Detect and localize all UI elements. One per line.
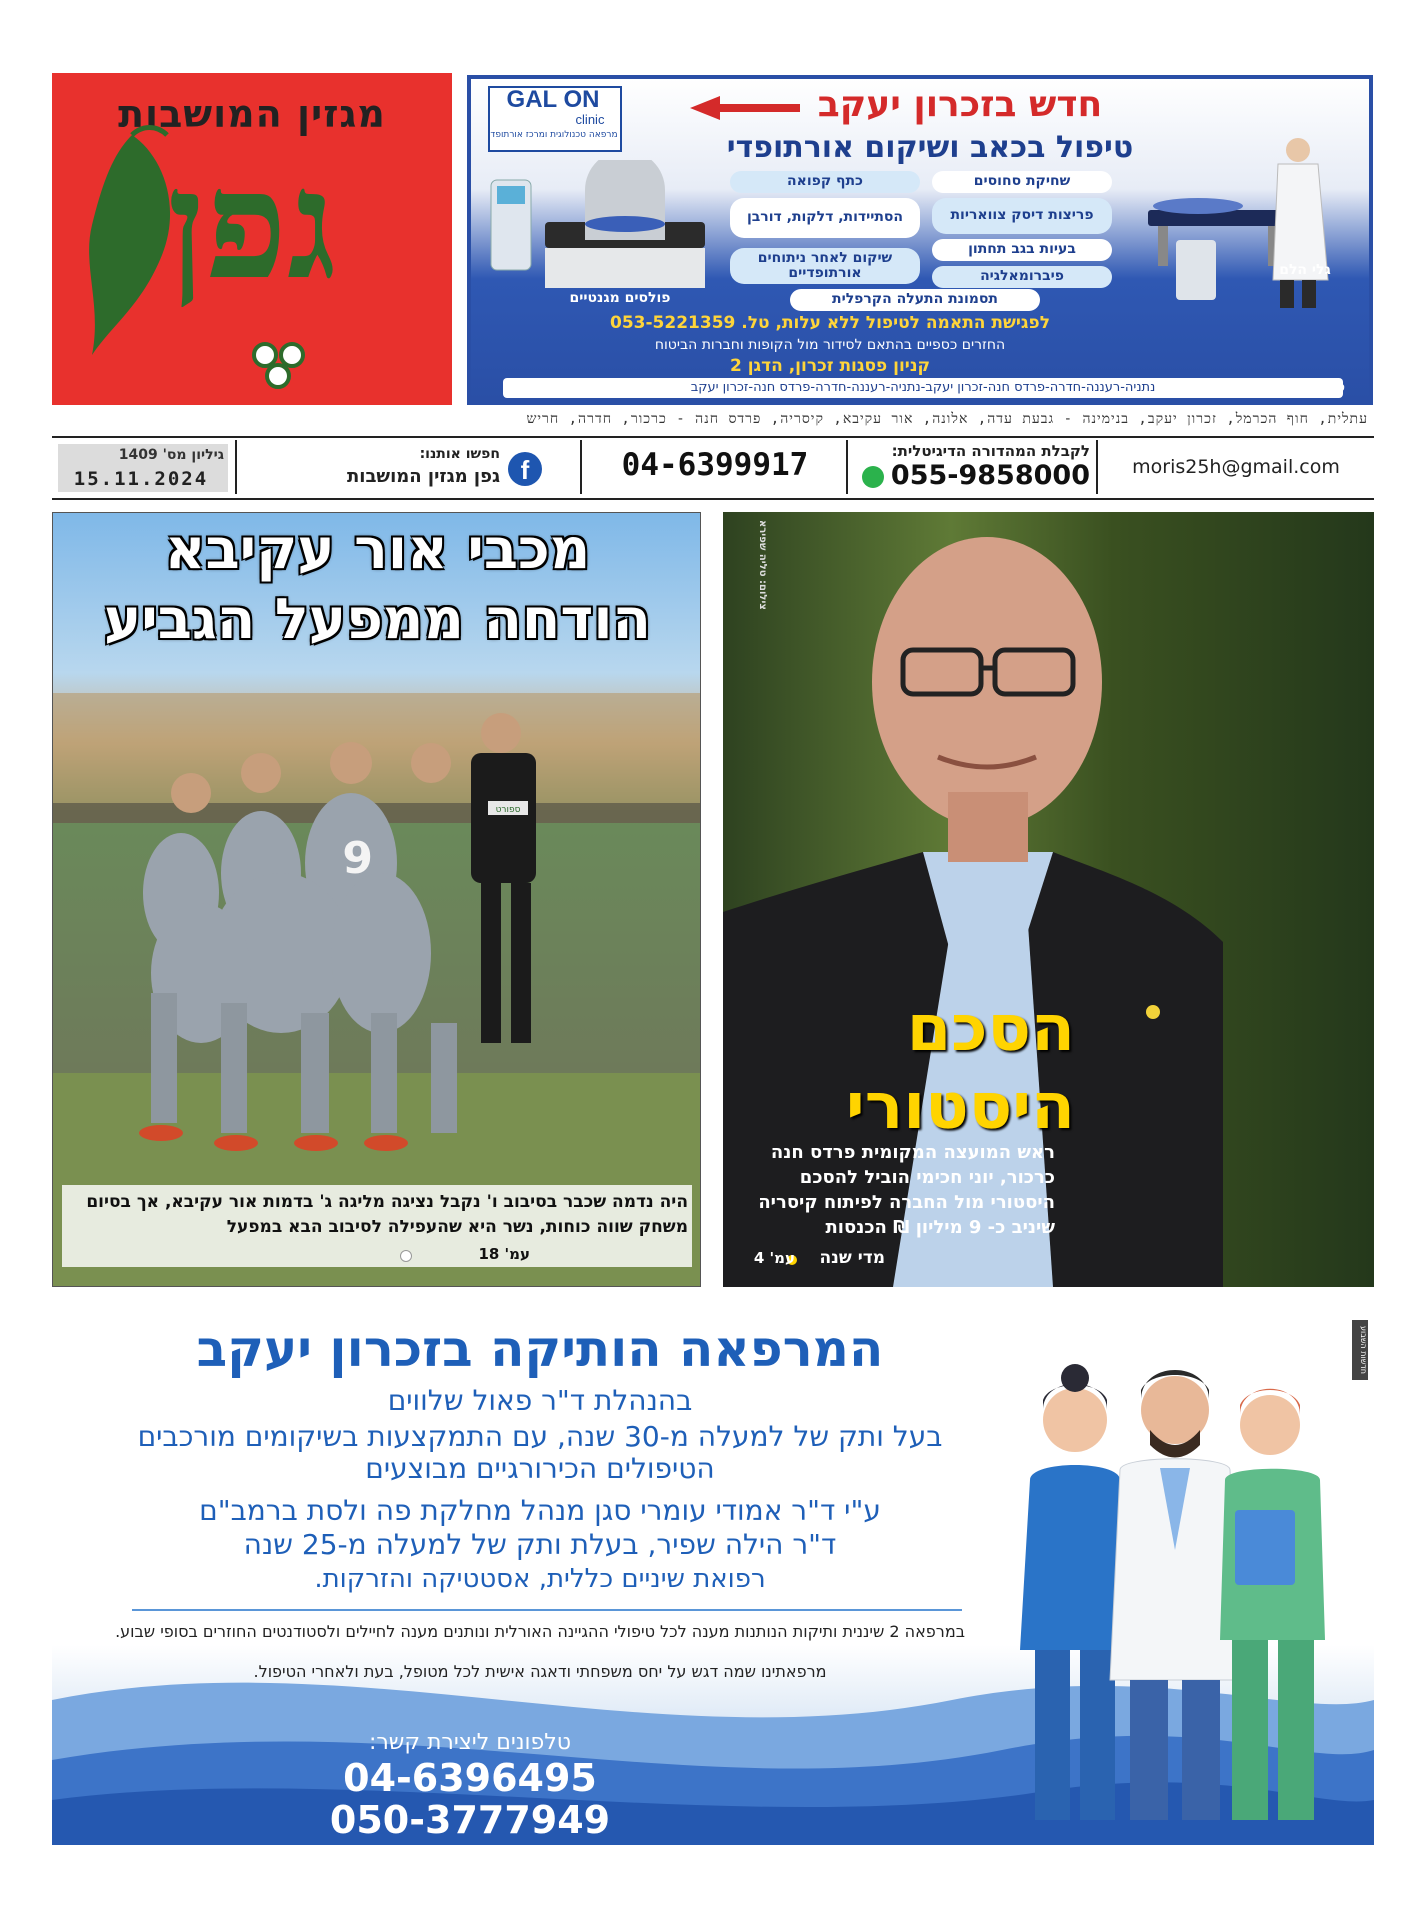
- ad-meeting-phone: לפגישת התאמה לטיפול ללא עלות, טל. 053-5221359: [610, 313, 1050, 333]
- clinic-phone-2[interactable]: 050-3777949: [329, 1798, 611, 1842]
- story-right-headline[interactable]: [735, 990, 1075, 1146]
- divider: [580, 440, 582, 494]
- story-right-credit: מדי שנה: [819, 1248, 885, 1268]
- photo-credit: צילום: טליה שפירא: [757, 520, 768, 610]
- clinic-phone-1[interactable]: 04-6396495: [343, 1756, 597, 1800]
- masthead-title: גפן: [167, 137, 337, 313]
- ad-treatment-pill: הסתיידות, דלקות, דורבן: [730, 198, 920, 238]
- ad-headline: טיפול בכאב ושיקום אורתופדי: [726, 130, 1134, 165]
- magnetic-pulse-machine-illustration: [485, 160, 715, 300]
- clinic-line: בעל ותק של למעלה מ-30 שנה, עם התמקצעות בשיקומים מורכבים: [137, 1420, 943, 1453]
- machine-right-caption: גלי הלם: [1279, 262, 1331, 278]
- story-right-page-ref[interactable]: עמ' 4: [753, 1249, 795, 1267]
- facebook-icon[interactable]: f: [508, 452, 542, 486]
- issue-number: גיליון מס' 1409: [118, 447, 224, 463]
- bullet-dot: [400, 1250, 412, 1262]
- galon-logo-clinic: clinic: [575, 112, 605, 127]
- machine-left-caption: פולסים מגנטיים: [569, 290, 671, 306]
- shockwave-machine-illustration: [1138, 130, 1348, 310]
- ad-treatment-pill: פריצות דיסק צוואריות: [932, 198, 1112, 234]
- ad-treatment-pill: בעיות בגב תחתון: [932, 239, 1112, 261]
- story-right-headline-line1: הסכם: [906, 992, 1075, 1066]
- ad-branches-list: נתניה-רעננה-חדרה-פרדס חנה-זכרון יעקב-נתניה-רעננה-חדרה-פרדס חנה-זכרון יעקב: [503, 378, 1343, 398]
- whatsapp-icon[interactable]: [862, 466, 884, 488]
- find-us-label: חפשו אותנו:: [419, 446, 500, 462]
- ad-tag: חדשות השבוע: [1352, 1320, 1368, 1380]
- jersey-number: 9: [342, 833, 373, 884]
- clinic-phones-label: טלפונים ליצירת קשר:: [368, 1730, 572, 1755]
- medical-staff-illustration: [1010, 1350, 1340, 1845]
- digital-edition-label: לקבלת המהדורה הדיגיטלית:: [891, 442, 1090, 460]
- story-left-headline-line2: הודחה ממפעל הגביע: [103, 587, 652, 652]
- ad-treatment-pill: כתף קפואה: [730, 171, 920, 193]
- clinic-line: ע"י ד"ר אמודי עומרי סגן מנהל מחלקת פה ולסת ברמב"ם: [199, 1494, 881, 1527]
- referee-shirt-text: ספורט: [495, 805, 521, 815]
- clinic-line: רפואת שיניים כללית, אסטטיקה והזרקות.: [314, 1564, 766, 1594]
- towns-strip: עתלית, חוף הכרמל, זכרון יעקב, בנימינה - גבעת עדה, אלונה, אור עקיבא, קיסריה, פרדס חנה - כרכור, חדרה, חריש: [526, 411, 1368, 427]
- story-right-subtitle: ראש המועצה המקומית פרדס חנה כרכור, יוני חכימי הוביל להסכם היסטורי מול החברה לפיתוח קיסריה שיניב כ- 9 מיליון ₪ הכנסות: [758, 1142, 1055, 1238]
- clinic-title: המרפאה הותיקה בזכרון יעקב: [196, 1320, 884, 1378]
- clinic-small-text: מרפאתינו שמה דגש על יחס משפחתי ודאגה אישית לכל מטופל, בעת ולאחרי הטיפול.: [253, 1662, 827, 1681]
- ad-new-in-town: חדש בזכרון יעקב: [817, 84, 1103, 125]
- divider: [1096, 440, 1098, 494]
- facebook-page-name[interactable]: גפן מגזין המושבות: [346, 466, 500, 487]
- masthead-subtitle: מגזין המושבות: [118, 92, 386, 136]
- divider: [132, 1609, 962, 1611]
- story-right-headline-line2: היסטורי: [845, 1070, 1075, 1144]
- clinic-line: ד"ר הילה שפיר, בעלת ותק של למעלה מ-25 שנה: [243, 1528, 837, 1561]
- ad-branches-label: סניפים:: [1304, 380, 1345, 395]
- divider: [846, 440, 848, 494]
- clinic-small-text: במרפאה 2 שיננית ותיקות הנותנות מענה לכל טיפולי ההגיינה האורלית ונותנים מענה לחיילים ולסטודנטים החוזרים בסופי שבוע.: [115, 1622, 965, 1641]
- contact-email[interactable]: moris25h@gmail.com: [1132, 456, 1340, 478]
- ad-treatment-pill: פיברומאלגיה: [932, 266, 1112, 288]
- galon-logo-name: GAL ON: [506, 86, 600, 113]
- story-left-headline[interactable]: [60, 515, 695, 655]
- ad-treatment-pill: תסמונת התעלה הקרפלית: [790, 289, 1040, 311]
- galon-logo-description: מרפאה טכנולוגית ומרכז אורתופדי: [488, 130, 618, 140]
- ad-mall-address: קניון פסגות זכרון, הדגן 2: [729, 356, 931, 376]
- grapes-icon: [250, 340, 310, 390]
- divider: [235, 440, 237, 494]
- story-left-page-ref[interactable]: עמ' 18: [478, 1245, 530, 1263]
- main-phone[interactable]: 04-6399917: [621, 447, 809, 483]
- ad-treatment-pill: שחיקת סחוסים: [932, 171, 1112, 193]
- clinic-line: הטיפולים הכירורגיים מבוצעים: [365, 1452, 715, 1485]
- issue-date: 15.11.2024: [73, 468, 209, 490]
- clinic-management: בהנהלת ד"ר פאול שלווים: [387, 1384, 693, 1417]
- story-left-caption: היה נדמה שכבר בסיבוב ו' נקבל נציגה מליגה ג' בדמות אור עקיבא, אך בסיום משחק שווה כוחות, נשר היא שהעפילה לסיבוב הבא במפעל: [86, 1192, 688, 1237]
- digital-edition-phone[interactable]: 055-9858000: [890, 460, 1090, 491]
- ad-treatment-pill: שיקום לאחר ניתוחים אורתופדיים: [730, 248, 920, 284]
- story-left-headline-line1: מכבי אור עקיבא: [164, 517, 591, 582]
- ad-refund-note: החזרים כספיים בהתאם לסידור מול הקופות וחברות הביטוח: [654, 337, 1006, 353]
